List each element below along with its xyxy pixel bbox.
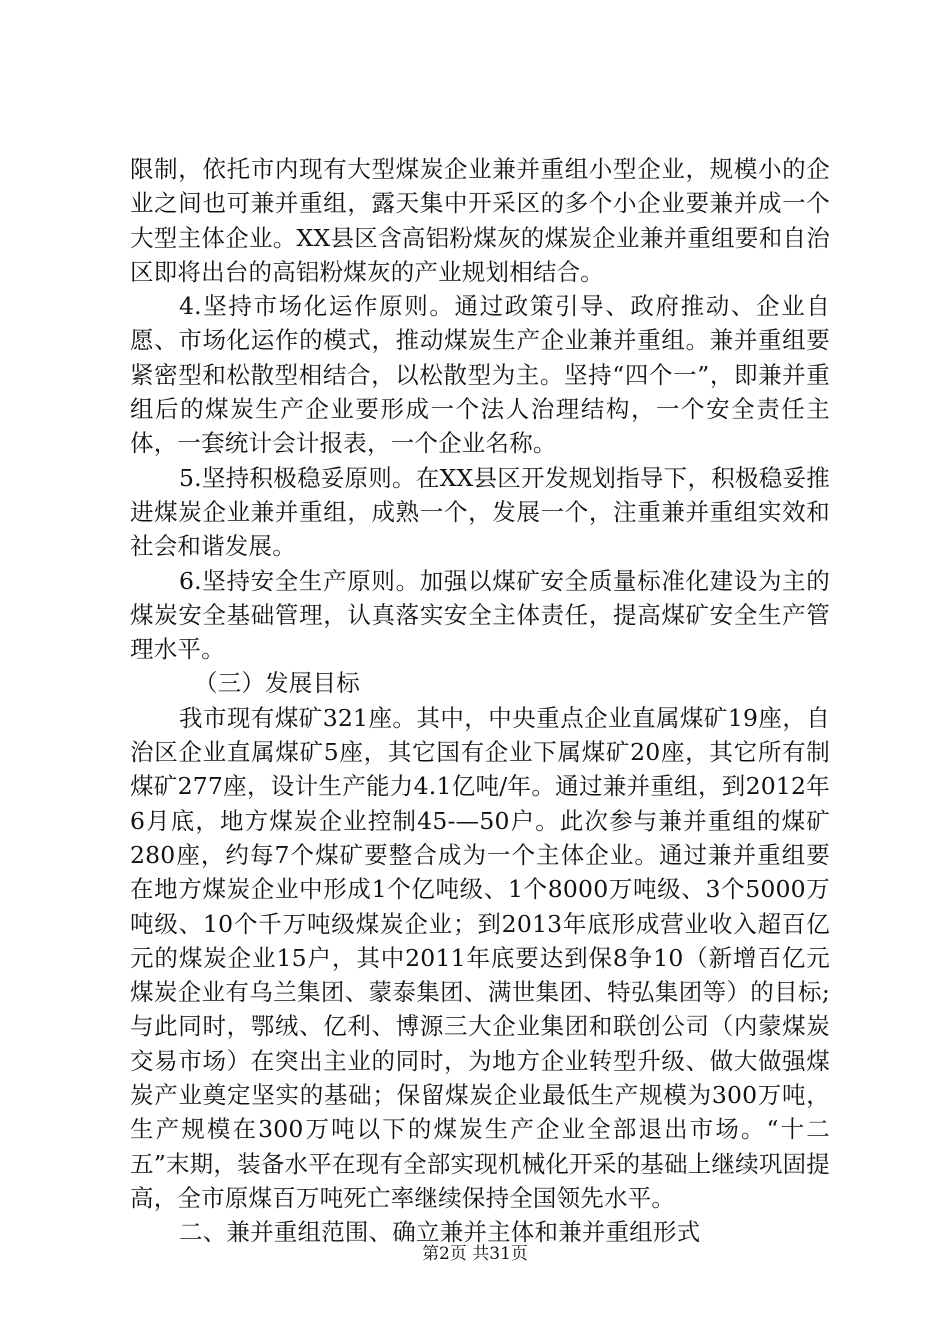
section-heading-goals: （三）发展目标 (194, 669, 360, 698)
paragraph-goals: 我市现有煤矿321座。其中，中央重点企业直属煤矿19座，自治区企业直属煤矿5座，其它国有企业下属煤矿20座，其它所有制煤矿277座，设计生产能力4.1亿吨/年。通过兼并重组，到2012年6月底，地方煤炭企业控制45-—50户。此次参与兼并重组的煤矿280座，约每7个煤矿要整合成为一个主体企业。通过兼并重组要在地方煤炭企业中形成1个亿吨级、1个8000万吨级、3个5000万吨级、10个千万吨级煤炭企业；到2013年底形成营业收入超百亿元的煤炭企业15户，其中2011年底要达到保8争10（新增百亿元煤炭企业有乌兰集团、蒙泰集团、满世集团、特弘集团等）的目标;与此同时，鄂绒、亿利、博源三大企业集团和联创公司（内蒙煤炭交易市场）在突出主业的同时，为地方企业转型升级、做大做强煤炭产业奠定坚实的基础；保留煤炭企业最低生产规模为300万吨，生产规模在300万吨以下的煤炭生产企业全部退出市场。“十二五”末期，装备水平在现有全部实现机械化开采的基础上继续巩固提高，全市原煤百万吨死亡率继续保持全国领先水平。 (130, 703, 830, 1212)
page-number: 第2页 共31页 (422, 1244, 528, 1264)
paragraph-principle-5: 5.坚持积极稳妥原则。在XX县区开发规划指导下，积极稳妥推进煤炭企业兼并重组，成熟一个，发展一个，注重兼并重组实效和社会和谐发展。 (130, 463, 830, 561)
paragraph-continuation: 限制，依托市内现有大型煤炭企业兼并重组小型企业，规模小的企业之间也可兼并重组，露天集中开采区的多个小企业要兼并成一个大型主体企业。XX县区含高铝粉煤灰的煤炭企业兼并重组要和自治区即将出台的高铝粉煤灰的产业规划相结合。 (130, 155, 830, 286)
body-text (130, 152, 830, 1250)
section-heading-merger-scope: 二、兼并重组范围、确立兼并主体和兼并重组形式 (179, 1218, 701, 1247)
paragraph-principle-6: 6.坚持安全生产原则。加强以煤矿安全质量标准化建设为主的煤炭安全基础管理，认真落实安全主体责任，提高煤矿安全生产管理水平。 (130, 566, 830, 664)
page-footer (0, 1244, 950, 1264)
paragraph-principle-4: 4.坚持市场化运作原则。通过政策引导、政府推动、企业自愿、市场化运作的模式，推动煤炭生产企业兼并重组。兼并重组要紧密型和松散型相结合，以松散型为主。坚持“四个一”，即兼并重组后的煤炭生产企业要形成一个法人治理结构，一个安全责任主体，一套统计会计报表，一个企业名称。 (130, 292, 830, 458)
